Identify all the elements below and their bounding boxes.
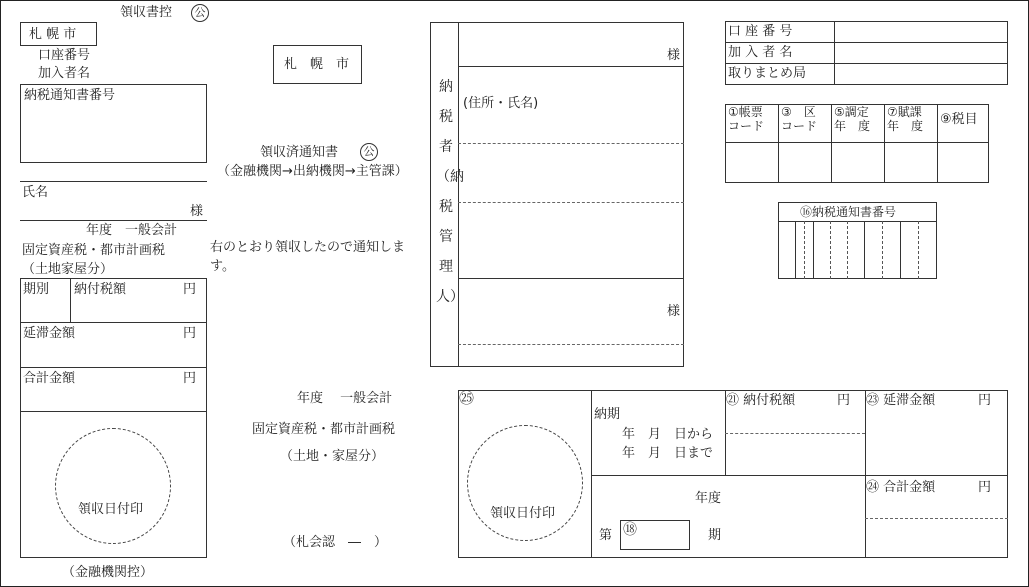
stub-tax-amount-label: 納付税額	[74, 282, 127, 297]
stub-footer: （金融機関控）	[62, 565, 154, 580]
late-fee-label: ㉓ 延滞金額	[866, 393, 936, 408]
code-header-form: ①帳票 コード	[726, 105, 779, 143]
middle-tax-type: 固定資産税・都市計画税	[252, 422, 396, 437]
collection-office-label: 取りまとめ局	[726, 64, 835, 85]
period-number-field[interactable]	[620, 520, 690, 550]
late-fee-yen: 円	[978, 393, 992, 408]
tax-amount-yen: 円	[837, 393, 851, 408]
tax-amount-field[interactable]	[726, 410, 864, 474]
account-info-table	[725, 21, 1008, 85]
period-suffix: 期	[708, 528, 722, 543]
message-line1: 右のとおり領収したので通知しま	[210, 240, 406, 255]
subscriber-field[interactable]	[835, 43, 1008, 64]
due-to: 年 月 日まで	[622, 446, 714, 461]
taxpayer-sama-top: 様	[667, 48, 681, 63]
period-prefix: 第	[599, 528, 613, 543]
stub-yen-2: 円	[183, 326, 197, 341]
subscriber-label: 加 入 者 名	[726, 43, 835, 64]
code-header-assessment-year: ⑤調定 年 度	[832, 105, 885, 143]
code-cell-levy-year[interactable]	[885, 143, 938, 183]
stub-city-box	[20, 22, 97, 46]
due-from: 年 月 日から	[622, 427, 714, 442]
collection-office-field[interactable]	[835, 64, 1008, 85]
notice-number-field[interactable]	[779, 222, 936, 278]
stub-notice-number-label: 納税通知書番号	[24, 88, 116, 103]
taxpayer-address-field[interactable]	[459, 67, 683, 277]
due-label: 納期	[594, 407, 621, 422]
stub-late-fee-label: 延滞金額	[23, 326, 76, 341]
stub-total-label: 合計金額	[23, 371, 76, 386]
middle-fiscal-year: 年度 一般会計	[297, 391, 393, 406]
notice-title: 領収済通知書	[260, 145, 339, 160]
stub-period-label: 期別	[23, 282, 50, 297]
stub-city: 札 幌 市	[29, 27, 77, 42]
stub-account-number-label: 口座番号	[38, 48, 91, 63]
taxpayer-sama-bottom: 様	[667, 304, 681, 319]
receipt-fiscal-year: 年度	[695, 491, 722, 506]
tax-amount-label: ㉑ 納付税額	[726, 393, 796, 408]
office-mark-icon-2: 公	[360, 143, 378, 161]
stub-stamp-label: 領収日付印	[78, 502, 144, 517]
middle-city: 札 幌 市	[284, 57, 350, 72]
stub-name-label: 氏名	[22, 185, 49, 200]
office-mark-icon: 公	[191, 4, 209, 22]
receipt-stamp-number: ㉕	[459, 389, 475, 407]
account-number-field[interactable]	[835, 22, 1008, 43]
stub-subscriber-label: 加入者名	[38, 66, 91, 81]
account-number-label: 口 座 番 号	[726, 22, 835, 43]
stub-title: 領収書控	[120, 5, 173, 20]
code-cell-tax-item[interactable]	[938, 143, 989, 183]
stub-notice-number-field[interactable]	[20, 84, 207, 163]
routing-text: （金融機関→出納機関→主管課）	[217, 164, 408, 179]
total-label: ㉔ 合計金額	[866, 480, 936, 495]
code-cell-form[interactable]	[726, 143, 779, 183]
taxpayer-address-label: (住所・氏名)	[463, 96, 539, 111]
code-header-tax-item: ⑨税目	[938, 105, 989, 143]
taxpayer-vertical-label: 納税者（納税管理人）	[436, 79, 464, 305]
receipt-stamp-circle	[467, 425, 583, 541]
message-line2: す。	[210, 259, 235, 274]
stub-fiscal-year: 年度 一般会計	[86, 223, 178, 238]
middle-tax-sub: （土地・家屋分）	[280, 449, 385, 464]
stub-name-sama: 様	[190, 204, 204, 219]
receipt-stamp-label: 領収日付印	[490, 506, 556, 521]
code-cell-ward[interactable]	[779, 143, 832, 183]
approval-text: （札会認 ― ）	[283, 535, 388, 550]
stub-tax-sub: （土地家屋分）	[22, 262, 114, 277]
code-header-ward: ③ 区 コード	[779, 105, 832, 143]
notice-number-label: ⑯納税通知書番号	[800, 205, 897, 219]
middle-city-box	[273, 45, 362, 84]
stub-yen-3: 円	[183, 371, 197, 386]
stub-tax-type: 固定資産税・都市計画税	[22, 243, 166, 258]
period-number: ⑱	[623, 522, 637, 538]
stub-yen-1: 円	[183, 282, 197, 297]
stub-stamp-circle	[55, 428, 171, 544]
total-field[interactable]	[866, 497, 1007, 557]
code-table	[725, 104, 989, 183]
code-cell-assessment-year[interactable]	[832, 143, 885, 183]
total-yen: 円	[978, 480, 992, 495]
code-header-levy-year: ⑦賦課 年 度	[885, 105, 938, 143]
late-fee-field[interactable]	[866, 410, 1007, 474]
